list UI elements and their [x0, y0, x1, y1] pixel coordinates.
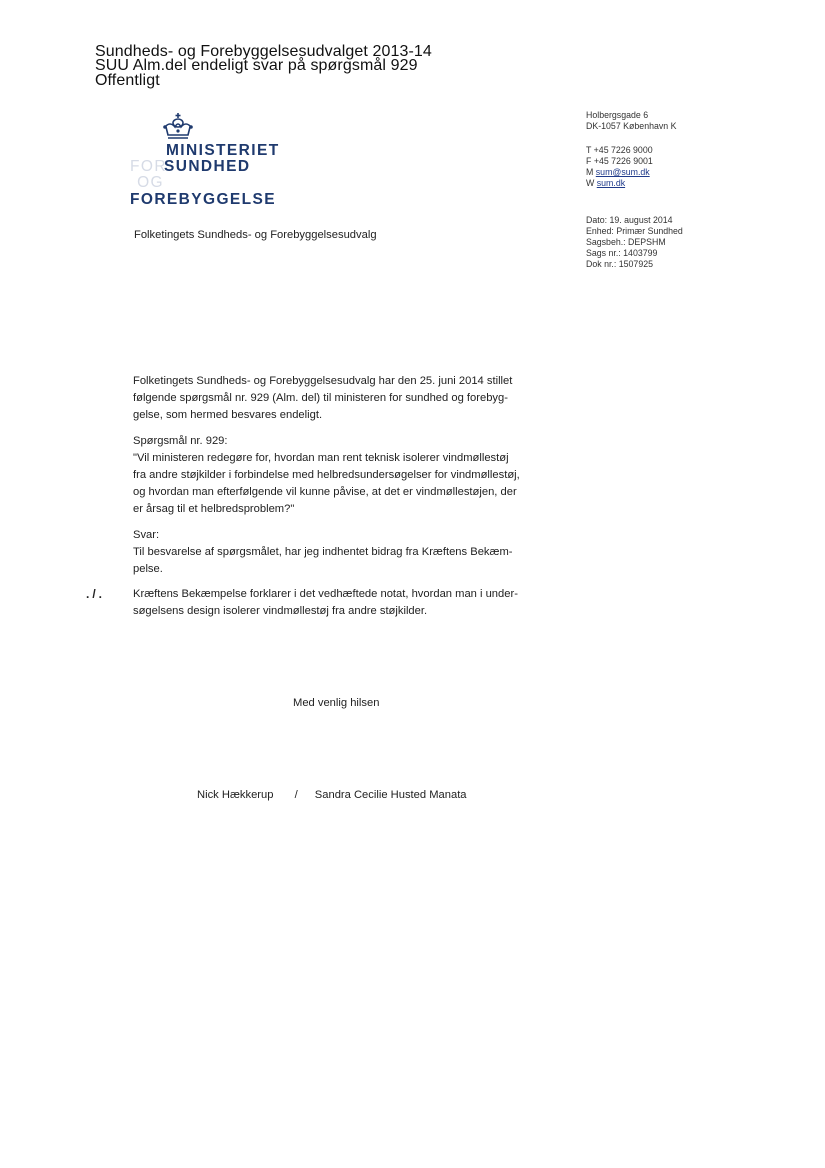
question-line: er årsag til et helbredsproblem?": [133, 503, 295, 515]
question-line: "Vil ministeren redegøre for, hvordan man rent teknisk isolerer vindmøllestøj: [133, 452, 509, 464]
contact-fax: F +45 7226 9001: [586, 156, 653, 166]
contact-web-row: [586, 178, 653, 189]
email-link[interactable]: sum@sum.dk: [595, 167, 650, 177]
mail-prefix: M: [586, 167, 596, 177]
intro-line: gelse, som hermed besvares endeligt.: [133, 409, 323, 421]
web-prefix: W: [586, 178, 597, 188]
ministry-logo: [130, 112, 300, 208]
meta-date: Dato: 19. august 2014: [586, 215, 673, 225]
closing-line: søgelsens design isolerer vindmøllestøj fra andre støjkilder.: [133, 605, 428, 617]
attachment-marker: ./.: [86, 587, 106, 601]
signatory-minister: Nick Hækkerup: [197, 789, 274, 801]
question-block: [133, 433, 553, 518]
question-line: og hvordan man efterfølgende vil kunne påvise, at det er vindmøllestøjen, der: [133, 486, 517, 498]
closing-line: Kræftens Bekæmpelse forklarer i det vedhæftede notat, hvordan man i under-: [133, 588, 518, 600]
address-city: DK-1057 København K: [586, 121, 677, 131]
logo-line-1: MINISTERIET: [166, 142, 280, 159]
sidebar-contact: [586, 145, 653, 189]
intro-line: Folketingets Sundheds- og Forebyggelsesudvalg har den 25. juni 2014 stillet: [133, 375, 513, 387]
question-heading: Spørgsmål nr. 929:: [133, 435, 228, 447]
crown-icon: [162, 112, 194, 142]
website-link[interactable]: sum.dk: [596, 178, 626, 188]
answer-line: Til besvarelse af spørgsmålet, har jeg indhentet bidrag fra Kræftens Bekæm-: [133, 546, 513, 558]
answer-block: [133, 527, 553, 578]
header-committee: Sundheds- og Forebyggelsesudvalget 2013-14: [95, 43, 432, 60]
signatory-official: Sandra Cecilie Husted Manata: [314, 789, 467, 801]
closing-paragraph: [133, 586, 553, 620]
answer-heading: Svar:: [133, 529, 160, 541]
sidebar-address: [586, 110, 676, 132]
meta-officer: Sagsbeh.: DEPSHM: [586, 237, 666, 247]
logo-prefix-og: OG: [137, 174, 164, 191]
signature-separator: /: [294, 789, 298, 801]
header-status: Offentligt: [95, 72, 160, 89]
contact-mail-row: [586, 167, 653, 178]
intro-paragraph: [133, 373, 553, 424]
address-street: Holbergsgade 6: [586, 110, 649, 120]
logo-line-3: FOREBYGGELSE: [130, 191, 276, 208]
contact-phone: T +45 7226 9000: [586, 145, 653, 155]
header-case: SUU Alm.del endeligt svar på spørgsmål 929: [95, 57, 418, 74]
meta-case-number: Sags nr.: 1403799: [586, 248, 658, 258]
signature-line: [197, 787, 467, 804]
intro-line: følgende spørgsmål nr. 929 (Alm. del) til ministeren for sundhed og forebyg-: [133, 392, 508, 404]
logo-prefix-for: FOR: [130, 158, 167, 175]
meta-document-number: Dok nr.: 1507925: [586, 259, 654, 269]
question-line: fra andre støjkilder i forbindelse med helbredsundersøgelser for vindmøllestøj,: [133, 469, 520, 481]
answer-line: pelse.: [133, 563, 163, 575]
sidebar-meta: [586, 215, 683, 270]
recipient: Folketingets Sundheds- og Forebyggelsesudvalg: [134, 229, 377, 241]
greeting: Med venlig hilsen: [293, 697, 380, 709]
logo-line-2: SUNDHED: [164, 158, 251, 175]
meta-unit: Enhed: Primær Sundhed: [586, 226, 683, 236]
